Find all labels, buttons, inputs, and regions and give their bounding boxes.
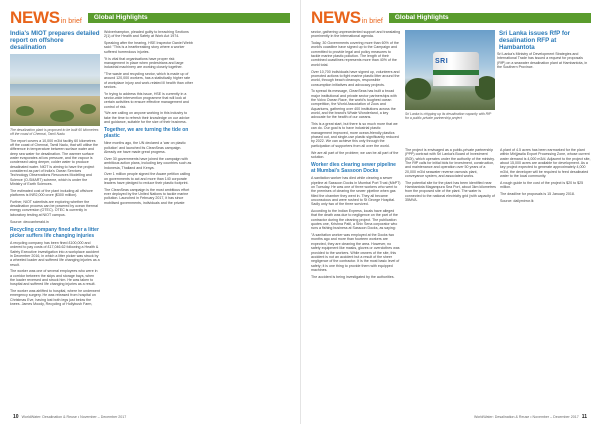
page-number: 11: [581, 414, 587, 420]
paragraph: Speaking after the hearing, HSE Inspector Daniel Webb said: "This is a heartbreaking story where a worker suffered horrendous injuries.: [104, 41, 193, 54]
photo-shrub: [80, 104, 96, 114]
caption-col: [405, 110, 495, 123]
paragraph: The report covers a 10,000 m3/d facility 60 kilometres off the coast of Chennai, Tamil Nadu, that will utilise the difference in temperature between surface water and deep sea water for desalination. The warmer surface water evaporates at low pressure, and the vapour is condensed using deeper, colder water to produce desalinated water. NIOT is aiming to have the project considered as part of India's Ocean Services Technology Observations Resources Modelling and Science (O-SMART) scheme, which is under the Ministry of Earth Sciences.: [10, 138, 98, 186]
paragraph: According to the Indian Express, locals have alleged that the death was due to negligence on the part of the contractor during the cleaning project. The publication quotes one, Krishna Patil, a Shiv Sena corporator who runs a fishing business at Sassoon Docks, as saying:: [311, 209, 398, 231]
masthead-inbrief: in brief: [60, 18, 82, 25]
desalination-tank-photo: [405, 30, 495, 110]
paragraph: sector, gathering unprecedented support and translating prominently in the international agenda.: [311, 30, 401, 39]
paragraph: A rough guide to the cost of the project is $20 to $25 million.: [500, 180, 584, 190]
masthead-left: [10, 6, 290, 26]
photo-shrub: [16, 106, 34, 116]
paragraph: The estimated cost of the plant including all offshore platforms is INR2,000 crore ($300 million).: [10, 188, 93, 198]
paragraph: Over 1 million people signed the Aware petition calling on governments to act and more than 140 corporate leaders have pledged to reduce their plastic footprint.: [104, 172, 191, 186]
article-title: India's MIOT prepares detailed report on offshore desalination: [10, 30, 100, 51]
global-highlights-bar: Global Highlights: [88, 13, 290, 23]
paragraph: "A sanitation worker was employed at the Docks two months ago and more than fourteen workers are expected, they are cleaning the area. However, no safety equipment like masks, gloves or overclothes was provided to the workers. While owners of the site, this accident is not an accident but a result of the sheer negligence of the contractor. It is the most basic level of safety; it is one thing to provide them with equipped machines.: [311, 233, 400, 272]
photo-caption: Sri Lanka is chipping up its desalination capacity with RfP for a public-private partnership project: [405, 111, 492, 120]
coastline-photo: [10, 54, 100, 126]
photo-tank-band: [433, 70, 479, 75]
paragraph: This is a great start, but there is so much more that we can do. Our goal is to have industrial plastic management improved, more ocean-friendly plastics phased out, and single-use plastic significantly reduced by 2022. We can achieve this only through the participation of supporters from all over the world.: [311, 122, 399, 148]
page-footer-right: [474, 414, 590, 420]
page-number: 10: [13, 414, 19, 420]
paragraph: "The waste and recycling sector, which is made up of around 120,000 workers, has a statistically higher rate of workplace injury and work-related ill health than other sectors.: [104, 71, 193, 89]
paragraph: Further, NIOT scientists are exploring whether the desalination process can be powered by ocean thermal energy conversion (OTEC). OTEC is currently in laboratory testing at NIOT campus.: [10, 199, 98, 217]
source-line: Source: dailymirror.lk: [500, 198, 534, 203]
paragraph: "We are calling on anyone working in this industry to take the time to refresh their knowledge on our advice and guidance, suitable for the size of their business.: [104, 111, 190, 125]
paragraph: Nine months ago, the UN declared a 'war on plastic pollution' and launched its CleanSeas campaign. Already we have made great progress.: [104, 141, 186, 155]
bottom-row: [405, 110, 591, 123]
masthead-news: NEWS: [10, 8, 60, 27]
photo-block: [405, 30, 495, 110]
column-4-wrap: [405, 30, 591, 123]
masthead-inbrief: in brief: [361, 18, 383, 25]
column-4-text: [497, 52, 591, 72]
right-page: [300, 0, 600, 424]
article-title: Recycling company fined after a litter picker suffers life changing injuries: [10, 226, 99, 239]
paragraph: The accident is being investigated by the authorities.: [311, 274, 395, 279]
paragraph: Today, 30 Governments covering more than 60% of the world's coastline have signed up to the Campaign and committed to provide legal and policy measures to tackle marine plastic pollution. The length of their combined coastlines represents more than 40% of the world total.: [311, 41, 399, 67]
article-title: Sri Lanka issues RfP for desalination RFP at Hambantota: [499, 30, 571, 51]
paragraph: Sri Lanka's Ministry of Development Strategies and International Trade has issued a request for proposals (RfP) on a seawater desalination plant at Hambantota, in the Southern Province.: [497, 52, 588, 70]
paragraph: The deadline for proposals is 15 January 2018.: [500, 191, 575, 196]
paragraph: Over 30 governments have joined the campaign with ambitious action plans, including key countries such as Indonesia, Thailand and Kenya.: [104, 156, 192, 170]
photo-shrub: [50, 110, 74, 122]
article-title: Worker dies clearing sewer pipeline at Mumbai's Sassoon Docks: [311, 162, 396, 175]
paragraph: A sanitation worker has died while clearing a sewer pipeline at Sassoon Docks in Mumbai Port Trust (MbPT) on Tuesday. He was one of three workers who went to the premises of clearing the sewer pipeline when gas filled the chamber they went in. They all became unconscious and were rushed to St George Hospital. Sadly only two of the three survived.: [311, 176, 401, 207]
paragraph: The worker was airlifted to hospital, where he underwent emergency surgery. He was released from hospital on Christmas Eve, having lost both legs just below the knees. James Moody, Recycling of Hollybush Farm,: [10, 289, 100, 307]
column-2: [104, 30, 194, 208]
paragraph: "In trying to address this issue, HSE is currently in a sector-wide intervention programme that will look at certain activities to ensure effective management and control of risk.: [104, 91, 189, 109]
paragraph: A recycling company has been fined £100,000 and ordered to pay costs of £17,046.62 following a Health & Safety Executive investigation into a workplace accident in December 2016, in which a litter picker was struck by a wheeled loader and suffered life changing injuries as a result.: [10, 240, 100, 267]
paragraph: Wolverhampton, pleaded guilty to breaching Sections 2(1) of the Health and Safety at Work Act 1974.: [104, 30, 189, 39]
paragraph: A plant of 4.5 acres has been earmarked for the plant within Mirijjawila Export Processing Zone, whose current water demand is 4,000 m3/d. Adjacent to the project site, about 15,000 acres are available for development. As a key project expected to generate approximately 4,000 m3/d, the developer will be required to feed desalinated water to the local community.: [500, 148, 591, 179]
column-3: [311, 30, 401, 281]
masthead-right: [311, 6, 591, 26]
paragraph: The worker was one of several employees who were in a corridor between the skips and storage bays, when the loader reversed and struck him. He was taken to hospital and suffered life changing injuries as a result.: [10, 269, 98, 287]
paragraph: The potential site for the plant has been identified near Hambantota Magampura Sea Port, about 3km kilometres from the proposed site of the plant. The water is connected to the national electricity grid (with capacity of 35MVA.: [405, 180, 496, 203]
photo-tree: [405, 78, 431, 100]
paragraph: The CleanSeas campaign is the most ambitious effort ever deployed by the United Nations to tackle marine pollution. Launched in February 2017, it has since mobilised governments, individuals and the private: [104, 187, 190, 205]
column-4-body: [405, 148, 591, 205]
publication-line: WorldWater: Desalination & Reuse • November – December 2017: [473, 415, 579, 419]
photo-caption: The desalination plant is proposed to be built 60 kilometres off the coast of Chennai, Tamil Nadu: [10, 127, 99, 136]
paragraph: The project is envisaged as a public-private partnership (PPP) contract with Sri Lanka's Board of Investment (BOI), which operates under the authority of the ministry. The RfP calls for initial bids for investment, construction, and maintenance and operation over 50 years of a 20,000 m3/d seawater reverse osmosis plant, conveyance system, and associated works.: [405, 148, 495, 179]
article-title: Together, we are turning the tide on plastic: [104, 127, 189, 140]
photo-sea: [10, 84, 100, 96]
global-highlights-bar: Global Highlights: [389, 13, 591, 23]
page-footer-left: [10, 414, 126, 420]
source-line: Source: deccanherald.in: [10, 219, 49, 224]
paragraph: "It is vital that organisations have proper risk management in place when pedestrians and large industrial machinery are working closely together.: [104, 56, 184, 70]
column-1: [10, 30, 100, 309]
tank-logo: SRI: [435, 58, 449, 65]
paragraph: Over 10,700 individuals have signed up, volunteers and promoted actions to fight marine plastic litter around the world, through beach cleanups, responsible consumption initiatives and advocacy projects.: [311, 69, 400, 87]
paragraph: To spread its message, CleanSeas has built a broad major institutional and private sector partnerships with the Volvo Ocean Race, the world's toughest ocean competition, the World Association of Zoos and Aquariums, gathering over 400 institutions across the world, and the brand's Whale Wonderland, a key advocate for the health of our oceans.: [311, 89, 397, 120]
paragraph: We are all part of the problem; we can be all part of the solution.: [311, 150, 399, 159]
publication-line: WorldWater: Desalination & Reuse • November – December 2017: [21, 415, 127, 419]
masthead-news: NEWS: [311, 8, 361, 27]
